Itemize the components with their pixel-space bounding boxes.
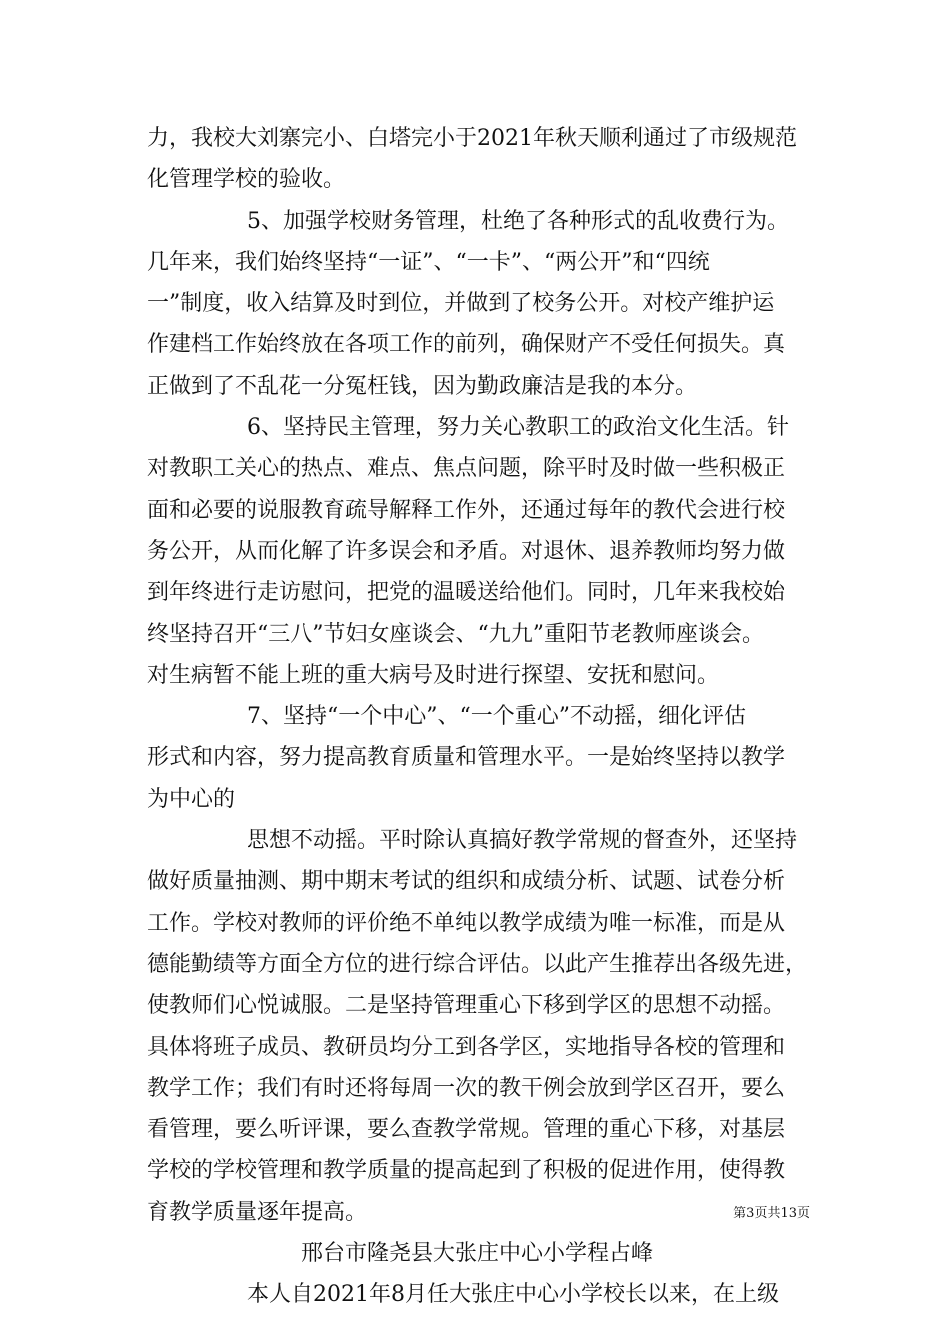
text-line: 务公开，从而化解了许多误会和矛盾。对退休、退养教师均努力做 <box>147 538 786 564</box>
text-line: 化管理学校的验收。 <box>147 167 346 193</box>
text-line: 做好质量抽测、期中期末考试的组织和成绩分析、试题、试卷分析 <box>147 869 786 895</box>
text-line: 几年来，我们始终坚持“一证”、“一卡”、“两公开”和“四统 <box>147 249 710 275</box>
text-line: 到年终进行走访慰问，把党的温暖送给他们。同时，几年来我校始 <box>147 580 786 606</box>
text-line: 作建档工作始终放在各项工作的前列，确保财产不受任何损失。真 <box>147 332 786 358</box>
paragraph-start-6: 6、坚持民主管理，努力关心教职工的政治文化生活。针 <box>247 415 789 441</box>
text-line: 形式和内容，努力提高教育质量和管理水平。一是始终坚持以教学 <box>147 745 786 771</box>
paragraph-start-7: 7、坚持“一个中心”、“一个重心”不动摇，细化评估 <box>247 704 746 730</box>
text-line: 力，我校大刘寨完小、白塔完小于2021年秋天顺利通过了市级规范 <box>147 126 797 151</box>
text-line: 终坚持召开“三八”节妇女座谈会、“九九”重阳节老教师座谈会。 <box>147 621 764 647</box>
document-body <box>147 118 807 1316</box>
text-line: 育教学质量逐年提高。 <box>147 1199 368 1225</box>
page-number-footer: 第3页共13页 <box>733 1206 810 1221</box>
text-line: 具体将班子成员、教研员均分工到各学区，实地指导各校的管理和 <box>147 1034 786 1060</box>
text-line: 德能勤绩等方面全方位的进行综合评估。以此产生推荐出各级先进， <box>147 951 808 977</box>
text-line: 面和必要的说服教育疏导解释工作外，还通过每年的教代会进行校 <box>147 497 786 523</box>
text-line: 正做到了不乱花一分冤枉钱，因为勤政廉洁是我的本分。 <box>147 373 698 399</box>
text-line: 对生病暂不能上班的重大病号及时进行探望、安抚和慰问。 <box>147 662 720 688</box>
text-line: 使教师们心悦诚服。二是坚持管理重心下移到学区的思想不动摇。 <box>147 993 786 1019</box>
paragraph-start-new: 本人自2021年8月任大张庄中心小学校长以来，在上级 <box>247 1282 779 1308</box>
text-line: 看管理，要么听评课，要么查教学常规。管理的重心下移，对基层 <box>147 1117 786 1143</box>
paragraph-continuation: 思想不动摇。平时除认真搞好教学常规的督查外，还坚持 <box>247 828 798 854</box>
text-line: 教学工作；我们有时还将每周一次的教干例会放到学区召开，要么 <box>147 1075 786 1101</box>
text-line: 一”制度，收入结算及时到位，并做到了校务公开。对校产维护运 <box>147 291 775 317</box>
author-heading: 邢台市隆尧县大张庄中心小学程占峰 <box>300 1241 653 1267</box>
text-line: 为中心的 <box>147 786 236 812</box>
paragraph-start-5: 5、加强学校财务管理，杜绝了各种形式的乱收费行为。 <box>247 208 789 234</box>
text-line: 工作。学校对教师的评价绝不单纯以教学成绩为唯一标准，而是从 <box>147 910 786 936</box>
text-line: 对教职工关心的热点、难点、焦点问题，除平时及时做一些积极正 <box>147 456 786 482</box>
text-line: 学校的学校管理和教学质量的提高起到了积极的促进作用，使得教 <box>147 1158 786 1184</box>
